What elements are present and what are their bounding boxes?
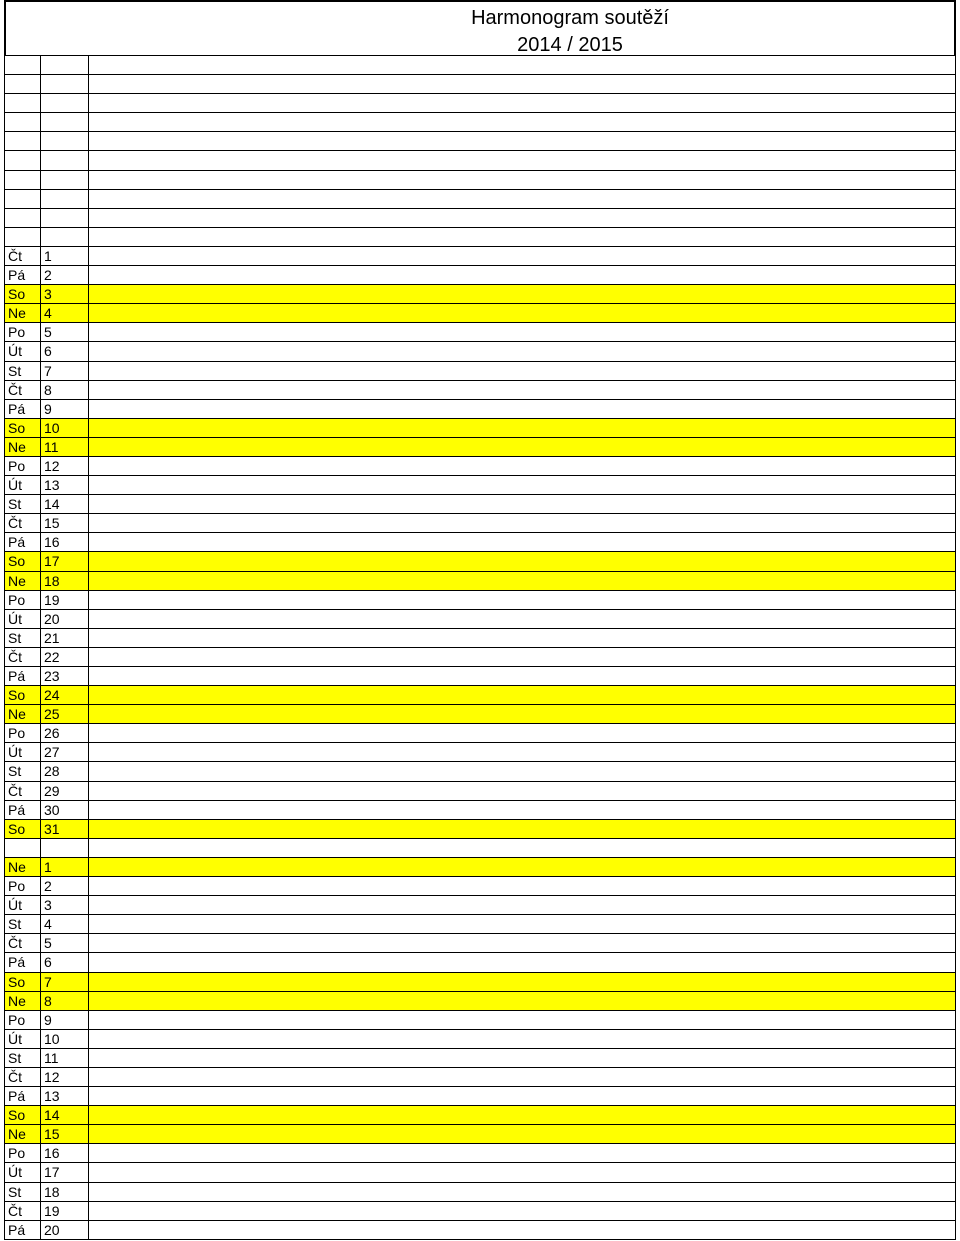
table-row [4, 610, 956, 629]
day-cell: Čt [5, 934, 41, 952]
date-cell: 2 [41, 877, 89, 895]
day-cell: Ne [5, 858, 41, 876]
table-row [4, 992, 956, 1011]
date-cell: 21 [41, 629, 89, 647]
date-cell: 3 [41, 896, 89, 914]
day-cell [5, 132, 41, 150]
date-cell: 30 [41, 801, 89, 819]
day-cell: Út [5, 342, 41, 360]
table-row [4, 457, 956, 476]
date-cell: 29 [41, 782, 89, 800]
date-cell: 19 [41, 591, 89, 609]
date-cell: 1 [41, 858, 89, 876]
date-cell: 3 [41, 285, 89, 303]
table-row [4, 705, 956, 724]
day-cell: Út [5, 743, 41, 761]
intro-row [4, 132, 956, 151]
date-cell: 22 [41, 648, 89, 666]
page-title: Harmonogram soutěží [471, 7, 669, 29]
table-row [4, 1106, 956, 1125]
table-row [4, 820, 956, 839]
date-cell: 5 [41, 323, 89, 341]
table-row [4, 514, 956, 533]
date-cell: 10 [41, 419, 89, 437]
table-row [4, 476, 956, 495]
date-cell: 6 [41, 953, 89, 971]
intro-row [4, 171, 956, 190]
table-row [4, 304, 956, 323]
table-row [4, 629, 956, 648]
table-row [4, 552, 956, 571]
day-cell: So [5, 820, 41, 838]
day-cell: Čt [5, 782, 41, 800]
day-cell [5, 839, 41, 857]
day-cell: Čt [5, 648, 41, 666]
day-cell [5, 113, 41, 131]
day-cell: Ne [5, 572, 41, 590]
date-cell: 24 [41, 686, 89, 704]
table-row [4, 591, 956, 610]
table-row [4, 342, 956, 361]
day-cell: Čt [5, 247, 41, 265]
day-cell: Pá [5, 953, 41, 971]
table-row [4, 667, 956, 686]
date-cell: 14 [41, 1106, 89, 1124]
day-cell: Ne [5, 438, 41, 456]
date-cell: 4 [41, 304, 89, 322]
day-cell: Út [5, 896, 41, 914]
table-row [4, 1030, 956, 1049]
date-cell: 17 [41, 552, 89, 570]
date-cell [41, 113, 89, 131]
schedule-sheet [4, 0, 956, 1240]
table-row [4, 1202, 956, 1221]
date-cell: 23 [41, 667, 89, 685]
table-row [4, 495, 956, 514]
table-row [4, 1049, 956, 1068]
table-row [4, 743, 956, 762]
day-cell [5, 151, 41, 169]
table-row [4, 362, 956, 381]
day-cell: Út [5, 476, 41, 494]
day-cell: Po [5, 724, 41, 742]
month-header-row [4, 839, 956, 858]
date-cell [41, 839, 89, 857]
day-cell: So [5, 285, 41, 303]
date-cell: 6 [41, 342, 89, 360]
date-cell [41, 209, 89, 227]
date-cell: 11 [41, 438, 89, 456]
date-cell: 4 [41, 915, 89, 933]
date-cell: 20 [41, 1221, 89, 1239]
day-cell: So [5, 419, 41, 437]
day-cell: Čt [5, 1068, 41, 1086]
date-cell [41, 94, 89, 112]
date-cell: 25 [41, 705, 89, 723]
date-cell: 16 [41, 533, 89, 551]
table-row [4, 572, 956, 591]
month-note-row [4, 209, 956, 228]
day-cell: Pá [5, 533, 41, 551]
table-row [4, 438, 956, 457]
day-cell [5, 228, 41, 246]
date-cell: 15 [41, 514, 89, 532]
page-subtitle-year: 2014 / 2015 [517, 34, 623, 56]
day-cell: So [5, 1106, 41, 1124]
table-row [4, 1087, 956, 1106]
day-cell [5, 94, 41, 112]
intro-row [4, 56, 956, 75]
day-cell [5, 56, 41, 74]
table-row [4, 419, 956, 438]
date-cell: 20 [41, 610, 89, 628]
day-cell: St [5, 762, 41, 780]
table-row [4, 858, 956, 877]
date-cell [41, 75, 89, 93]
day-cell [5, 75, 41, 93]
date-cell: 16 [41, 1144, 89, 1162]
day-cell: St [5, 1183, 41, 1201]
day-cell: Pá [5, 1087, 41, 1105]
date-cell: 31 [41, 820, 89, 838]
day-cell: Po [5, 877, 41, 895]
date-cell: 8 [41, 992, 89, 1010]
date-cell: 17 [41, 1163, 89, 1181]
table-row [4, 1221, 956, 1240]
table-row [4, 533, 956, 552]
day-cell: Po [5, 591, 41, 609]
day-cell: Čt [5, 1202, 41, 1220]
table-row [4, 801, 956, 820]
date-cell [41, 171, 89, 189]
date-cell [41, 228, 89, 246]
table-row [4, 285, 956, 304]
date-cell: 11 [41, 1049, 89, 1067]
table-row [4, 1144, 956, 1163]
day-cell: Po [5, 1011, 41, 1029]
day-cell: St [5, 495, 41, 513]
table-row [4, 1163, 956, 1182]
date-cell: 7 [41, 362, 89, 380]
table-row [4, 648, 956, 667]
day-cell: Pá [5, 266, 41, 284]
table-row [4, 953, 956, 972]
date-cell [41, 132, 89, 150]
date-cell: 19 [41, 1202, 89, 1220]
day-cell: Ne [5, 705, 41, 723]
date-cell: 5 [41, 934, 89, 952]
table-row [4, 247, 956, 266]
table-row [4, 896, 956, 915]
day-cell: So [5, 686, 41, 704]
day-cell: Út [5, 1163, 41, 1181]
day-cell: Pá [5, 667, 41, 685]
date-cell: 12 [41, 457, 89, 475]
day-cell: St [5, 362, 41, 380]
table-row [4, 1125, 956, 1144]
table-row [4, 686, 956, 705]
date-cell: 12 [41, 1068, 89, 1086]
table-row [4, 934, 956, 953]
spacer-row [4, 228, 956, 247]
day-cell [5, 209, 41, 227]
date-cell [41, 56, 89, 74]
day-cell: Pá [5, 801, 41, 819]
table-row [4, 915, 956, 934]
day-cell: Út [5, 1030, 41, 1048]
day-cell: Po [5, 323, 41, 341]
day-cell: Pá [5, 1221, 41, 1239]
day-cell: So [5, 552, 41, 570]
table-row [4, 266, 956, 285]
day-cell: St [5, 1049, 41, 1067]
table-row [4, 1183, 956, 1202]
date-cell: 28 [41, 762, 89, 780]
intro-row [4, 151, 956, 170]
intro-row [4, 94, 956, 113]
day-cell: Út [5, 610, 41, 628]
date-cell: 1 [41, 247, 89, 265]
table-row [4, 400, 956, 419]
date-cell: 2 [41, 266, 89, 284]
date-cell: 9 [41, 400, 89, 418]
date-cell: 14 [41, 495, 89, 513]
day-cell [5, 190, 41, 208]
day-cell: St [5, 915, 41, 933]
table-row [4, 877, 956, 896]
title-box [4, 0, 956, 56]
day-cell: Ne [5, 1125, 41, 1143]
day-cell: Ne [5, 304, 41, 322]
intro-row [4, 75, 956, 94]
day-cell: Ne [5, 992, 41, 1010]
date-cell: 26 [41, 724, 89, 742]
date-cell: 8 [41, 381, 89, 399]
date-cell: 10 [41, 1030, 89, 1048]
day-cell: Pá [5, 400, 41, 418]
date-cell [41, 190, 89, 208]
day-cell: Po [5, 457, 41, 475]
date-cell: 27 [41, 743, 89, 761]
day-cell [5, 171, 41, 189]
day-cell: So [5, 973, 41, 991]
schedule-table [4, 56, 956, 1240]
intro-row [4, 113, 956, 132]
table-row [4, 724, 956, 743]
date-cell: 7 [41, 973, 89, 991]
date-cell: 18 [41, 572, 89, 590]
table-row [4, 1068, 956, 1087]
date-cell: 13 [41, 476, 89, 494]
table-row [4, 381, 956, 400]
date-cell [41, 151, 89, 169]
table-row [4, 973, 956, 992]
day-cell: Čt [5, 514, 41, 532]
table-row [4, 782, 956, 801]
date-cell: 18 [41, 1183, 89, 1201]
month-header-row [4, 190, 956, 209]
date-cell: 15 [41, 1125, 89, 1143]
date-cell: 9 [41, 1011, 89, 1029]
table-row [4, 762, 956, 781]
day-cell: St [5, 629, 41, 647]
day-cell: Čt [5, 381, 41, 399]
day-cell: Po [5, 1144, 41, 1162]
table-row [4, 1011, 956, 1030]
date-cell: 13 [41, 1087, 89, 1105]
table-row [4, 323, 956, 342]
